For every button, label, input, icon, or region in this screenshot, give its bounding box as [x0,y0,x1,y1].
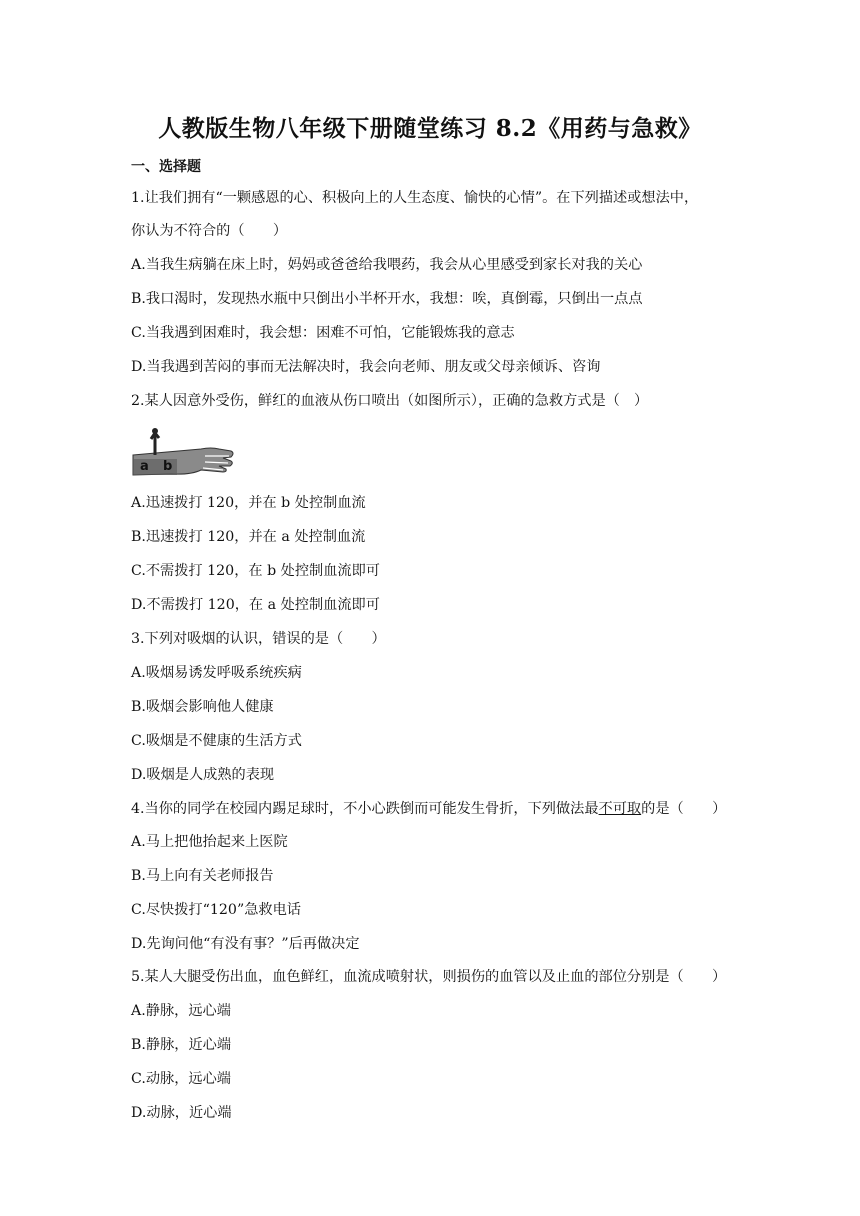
q2-stem: 2.某人因意外受伤，鲜红的血液从伤口喷出（如图所示），正确的急救方式是（ ） [131,393,649,409]
arm-wound-figure [131,425,237,477]
q1-stem-line1: 1.让我们拥有“一颗感恩的心、积极向上的人生态度、愉快的心情”。在下列描述或想法中， [131,190,699,206]
q5-option-a: A.静脉，远心端 [131,1003,231,1019]
q5-option-b: B.静脉，近心端 [131,1037,232,1053]
q2-option-d: D.不需拨打 120，在 a 处控制血流即可 [131,597,380,613]
figure-label-b: b [163,459,173,474]
blood-spurt-mark [151,433,159,455]
q1-option-c: C.当我遇到困难时，我会想：困难不可怕，它能锻炼我的意志 [131,325,515,341]
blood-drop-mark [152,428,158,434]
q3-stem: 3.下列对吸烟的认识，错误的是（ ） [131,631,386,647]
q1-option-b: B.我口渴时，发现热水瓶中只倒出小半杯开水，我想：唉，真倒霉，只倒出一点点 [131,291,643,307]
q2-option-b: B.迅速拨打 120，并在 a 处控制血流 [131,529,366,545]
q4-stem-post: 的是（ ） [641,801,727,817]
q3-option-c: C.吸烟是不健康的生活方式 [131,733,302,749]
q5-stem: 5.某人大腿受伤出血，血色鲜红，血流成喷射状，则损伤的血管以及止血的部位分别是（ ） [131,969,727,985]
document-title: 人教版生物八年级下册随堂练习 8.2《用药与急救》 [158,115,702,142]
q4-stem-underline: 不可取 [598,801,642,817]
q4-option-b: B.马上向有关老师报告 [131,868,274,884]
q2-option-a: A.迅速拨打 120，并在 b 处控制血流 [131,495,366,511]
q3-option-b: B.吸烟会影响他人健康 [131,699,274,715]
q5-option-c: C.动脉，远心端 [131,1071,231,1087]
q1-stem-line2: 你认为不符合的（ ） [131,223,288,239]
figure-label-a: a [140,459,149,474]
q5-option-d: D.动脉，近心端 [131,1105,232,1121]
section-heading: 一、选择题 [131,159,201,175]
q4-option-a: A.马上把他抬起来上医院 [131,834,288,850]
q3-option-d: D.吸烟是人成熟的表现 [131,767,275,783]
q4-stem [131,799,726,819]
q3-option-a: A.吸烟易诱发呼吸系统疾病 [131,665,302,681]
q4-stem-pre: 4.当你的同学在校园内踢足球时，不小心跌倒而可能发生骨折，下列做法最 [131,801,599,817]
q1-option-a: A.当我生病躺在床上时，妈妈或爸爸给我喂药，我会从心里感受到家长对我的关心 [131,257,643,273]
q4-option-c: C.尽快拨打“120”急救电话 [131,902,301,918]
q4-option-d: D.先询问他“有没有事？”后再做决定 [131,936,360,952]
q1-option-d: D.当我遇到苦闷的事而无法解决时，我会向老师、朋友或父母亲倾诉、咨询 [131,359,601,375]
q2-option-c: C.不需拨打 120，在 b 处控制血流即可 [131,563,380,579]
